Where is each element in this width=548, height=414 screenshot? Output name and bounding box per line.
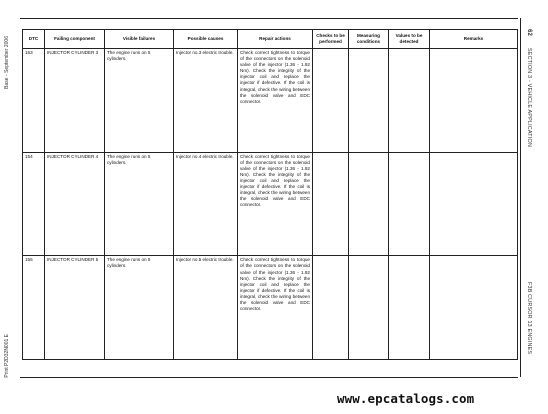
right-rule xyxy=(520,18,521,377)
dtc-table xyxy=(22,29,518,360)
cell-dtc: 155 xyxy=(23,256,45,360)
bottom-rule xyxy=(20,377,518,378)
cell-visible-failures: The engine runs on 5 cylinders. xyxy=(105,152,174,256)
cell-repair-actions: Check correct tightness to torque of the connectors on the solenoid valve of the injector (1.36 - 1.92 Nm). Check the integrity of the injector coil and replace the injector if defective. If the coil is integral, check the wiring between the solenoid valve and EDC connector. xyxy=(238,152,313,256)
header-measuring: Measuring conditions xyxy=(349,30,389,49)
page-number: 62 xyxy=(526,29,532,37)
cell-values xyxy=(389,256,430,360)
cell-dtc: 154 xyxy=(23,152,45,256)
table-row xyxy=(23,49,518,153)
cell-checks xyxy=(313,152,349,256)
cell-measuring xyxy=(349,256,389,360)
cell-possible-causes: Injector no.5 electric trouble. xyxy=(174,256,238,360)
cell-possible-causes: Injector no.3 electric trouble. xyxy=(174,49,238,153)
table-header-row xyxy=(23,30,518,49)
cell-dtc: 153 xyxy=(23,49,45,153)
header-values: Values to be detected xyxy=(389,30,430,49)
header-remarks: Remarks xyxy=(430,30,518,49)
top-rule xyxy=(20,18,518,19)
table-row xyxy=(23,152,518,256)
cell-measuring xyxy=(349,49,389,153)
cell-checks xyxy=(313,256,349,360)
cell-possible-causes: Injector no.4 electric trouble. xyxy=(174,152,238,256)
cell-repair-actions: Check correct tightness to torque of the connectors on the solenoid valve of the injector (1.36 - 1.92 Nm). Check the integrity of the injector coil and replace the injector if defective. If the coil is integral, check the wiring between the solenoid valve and EDC connector. xyxy=(238,256,313,360)
header-checks: Checks to be performed xyxy=(313,30,349,49)
header-component: Failing component xyxy=(45,30,105,49)
cell-component: INJECTOR CYLINDER 5 xyxy=(45,256,105,360)
cell-repair-actions: Check correct tightness to torque of the connectors on the solenoid valve of the injector (1.36 - 1.92 Nm). Check the integrity of the injector coil and replace the injector if defective. If the coil is integral, check the wiring between the solenoid valve and EDC connector. xyxy=(238,49,313,153)
left-margin xyxy=(0,0,20,414)
header-dtc: DTC xyxy=(23,30,45,49)
cell-remarks xyxy=(430,49,518,153)
cell-values xyxy=(389,49,430,153)
cell-measuring xyxy=(349,152,389,256)
cell-component: INJECTOR CYLINDER 3 xyxy=(45,49,105,153)
header-visible-failures: Visible failures xyxy=(105,30,174,49)
cell-component: INJECTOR CYLINDER 4 xyxy=(45,152,105,256)
issue-date: Base - September 2006 xyxy=(4,36,10,89)
cell-values xyxy=(389,152,430,256)
print-code: Print P2D32N001 E xyxy=(4,334,10,378)
cell-visible-failures: The engine runs on 5 cylinders. xyxy=(105,256,174,360)
header-repair-actions: Repair actions xyxy=(238,30,313,49)
section-title: SECTION 3 - VEHICLE APPLICATION xyxy=(526,48,532,147)
cell-remarks xyxy=(430,256,518,360)
table-row xyxy=(23,256,518,360)
watermark-url: www.epcatalogs.com xyxy=(337,391,475,406)
header-possible-causes: Possible causes xyxy=(174,30,238,49)
cell-visible-failures: The engine runs on 5 cylinders. xyxy=(105,49,174,153)
cell-remarks xyxy=(430,152,518,256)
engine-title: F3B CURSOR 13 ENGINES xyxy=(526,282,532,355)
cell-checks xyxy=(313,49,349,153)
